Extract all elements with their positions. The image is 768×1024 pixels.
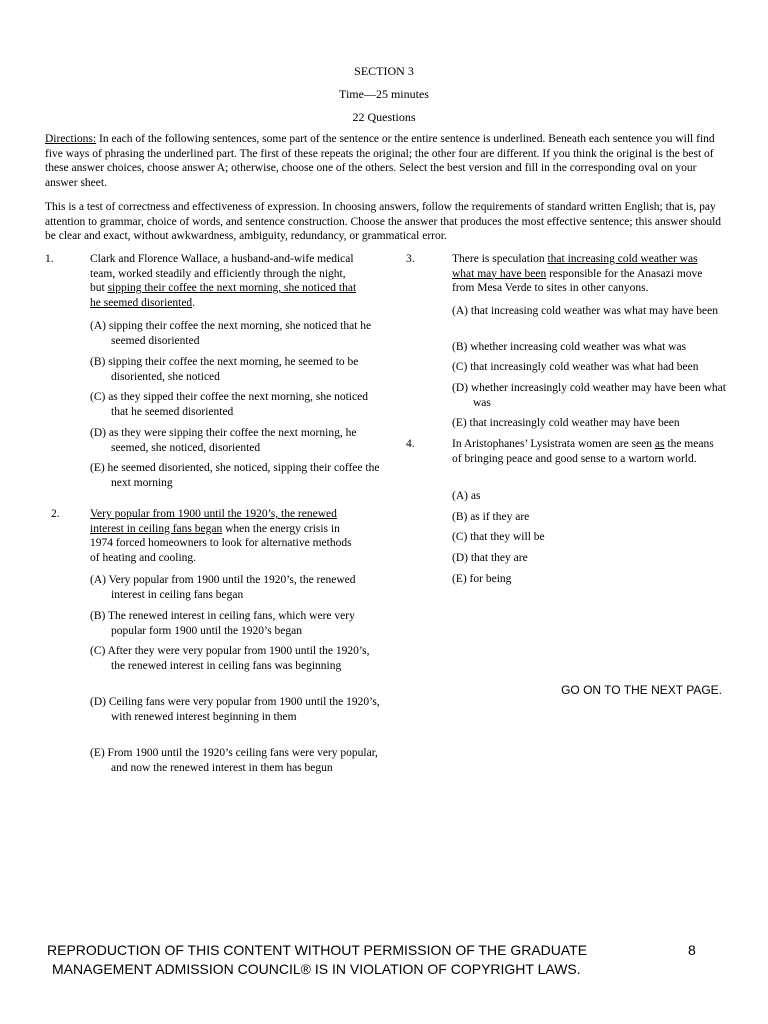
answer-choice-e[interactable]: (E) From 1900 until the 1920’s ceiling fans were very popular, and now the renewed interest in them has begun: [90, 747, 378, 774]
copyright-line-1: REPRODUCTION OF THIS CONTENT WITHOUT PERMISSION OF THE GRADUATE: [47, 942, 588, 958]
page-number: 8: [688, 942, 696, 958]
answer-choice-c[interactable]: (C) that increasingly cold weather was what had been: [452, 361, 699, 373]
question-stem: Very popular from 1900 until the 1920’s, the renewed interest in ceiling fans began when the energy crisis in 1974 forced homeowners to look for alternative methods of heating and cooling.: [90, 508, 352, 564]
question-number: 4.: [406, 438, 415, 450]
answer-choice-b[interactable]: (B) sipping their coffee the next morning, he seemed to be disoriented, she noticed: [90, 356, 359, 383]
answer-choice-a[interactable]: (A) Very popular from 1900 until the 1920’s, the renewed interest in ceiling fans began: [90, 574, 356, 601]
question-stem: Clark and Florence Wallace, a husband-and-wife medical team, worked steadily and efficiently through the night, but sipping their coffee the next morning, she noticed that he seemed disoriented.: [90, 253, 357, 309]
answer-choice-d[interactable]: (D) that they are: [452, 552, 528, 564]
go-on-notice: GO ON TO THE NEXT PAGE.: [561, 683, 722, 697]
underlined-phrase: as: [654, 438, 665, 450]
question-stem: In Aristophanes’ Lysistrata women are seen as the means of bringing peace and good sense to a wartorn world.: [452, 438, 714, 465]
directions-text: In each of the following sentences, some part of the sentence or the entire sentence is underlined. Beneath each sentence you will find five ways of phrasing the underlined part. The first of these repeats the original; the other four are different. If you think the original is the best of these answer choices, choose answer A; otherwise, choose one of the others. Select the best version and fill in the corresponding oval on your answer sheet.: [45, 133, 715, 189]
question-count: 22 Questions: [352, 110, 416, 124]
answer-choice-a[interactable]: (A) sipping their coffee the next morning, she noticed that he seemed disoriented: [90, 320, 372, 347]
intro-paragraph: This is a test of correctness and effectiveness of expression. In choosing answers, follow the requirements of standard written English; that is, pay attention to grammar, choice of words, and sentence construction. Choose the answer that produces the most effective sentence; this answer should be clear and exact, without awkwardness, ambiguity, redundancy, or grammatical error.: [45, 201, 722, 242]
answer-choice-e[interactable]: (E) that increasingly cold weather may have been: [452, 417, 680, 429]
section-title: SECTION 3: [354, 64, 414, 78]
question-number: 1.: [45, 253, 54, 265]
answer-choice-c[interactable]: (C) After they were very popular from 1900 until the 1920’s, the renewed interest in ceiling fans was beginning: [90, 645, 370, 672]
directions-label: Directions:: [45, 133, 97, 145]
question-number: 2.: [51, 508, 60, 520]
question-stem: There is speculation that increasing cold weather was what may have been responsible for the Anasazi move from Mesa Verde to sites in other canyons.: [452, 253, 703, 294]
copyright-line-2: MANAGEMENT ADMISSION COUNCIL® IS IN VIOLATION OF COPYRIGHT LAWS.: [52, 961, 581, 977]
answer-choice-e[interactable]: (E) for being: [452, 573, 512, 585]
answer-choice-b[interactable]: (B) as if they are: [452, 511, 530, 523]
answer-choice-e[interactable]: (E) he seemed disoriented, she noticed, sipping their coffee the next morning: [90, 462, 380, 489]
answer-choice-d[interactable]: (D) Ceiling fans were very popular from 1900 until the 1920’s, with renewed interest beginning in them: [90, 696, 380, 723]
answer-choice-d[interactable]: (D) as they were sipping their coffee the next morning, he seemed, she noticed, disoriented: [90, 427, 357, 454]
answer-choice-a[interactable]: (A) as: [452, 490, 481, 502]
underlined-phrase: sipping their coffee the next morning, she noticed that he seemed disoriented: [90, 282, 357, 309]
directions: [45, 132, 725, 190]
answer-choice-c[interactable]: (C) that they will be: [452, 531, 545, 543]
answer-choice-b[interactable]: (B) whether increasing cold weather was what was: [452, 341, 687, 353]
answer-choice-b[interactable]: (B) The renewed interest in ceiling fans, which were very popular form 1900 until the 1920’s began: [90, 610, 355, 637]
answer-choice-a[interactable]: (A) that increasing cold weather was what may have been: [452, 305, 718, 317]
time-limit: Time—25 minutes: [339, 87, 429, 101]
underlined-phrase: Very popular from 1900 until the 1920’s, the renewed interest in ceiling fans began: [90, 508, 337, 535]
underlined-phrase: that increasing cold weather was what may have been: [452, 253, 698, 280]
question-number: 3.: [406, 253, 415, 265]
answer-choice-c[interactable]: (C) as they sipped their coffee the next morning, she noticed that he seemed disoriented: [90, 391, 368, 418]
answer-choice-d[interactable]: (D) whether increasingly cold weather may have been what was: [452, 382, 726, 409]
